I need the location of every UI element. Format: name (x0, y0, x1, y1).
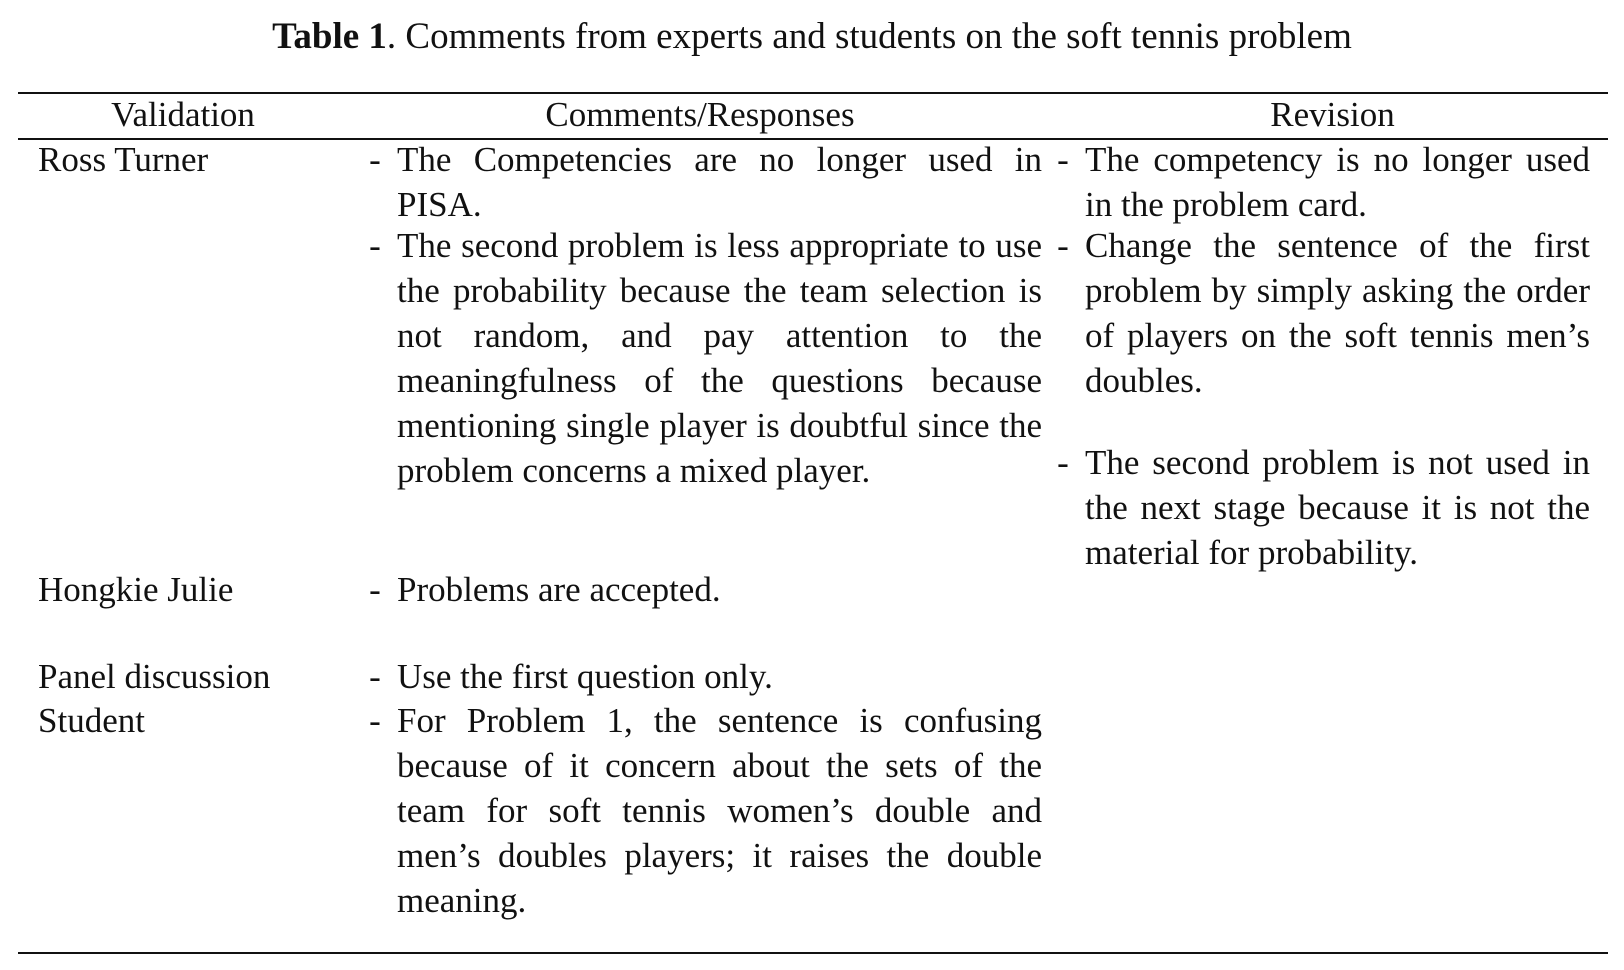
comment-text: The Competencies are no longer used in PISA. (397, 140, 1042, 224)
bullet-dash: - (369, 226, 381, 265)
comment-item (353, 223, 1042, 493)
validator-student: Student (38, 701, 145, 740)
revision-item (1057, 137, 1590, 227)
bullet-dash: - (1057, 226, 1069, 265)
comment-text: For Problem 1, the sentence is confusing because of it concern about the sets of the team for soft tennis women’s double and men’s doubles players; it raises the double meaning. (397, 701, 1042, 920)
table-bottom-rule (18, 952, 1608, 954)
revision-text: The second problem is not used in the next stage because it is not the material for probability. (1085, 443, 1590, 572)
revision-text: The competency is no longer used in the problem card. (1085, 140, 1590, 224)
bullet-dash: - (369, 140, 381, 179)
column-header-revision: Revision (1270, 95, 1395, 134)
comment-item (353, 137, 1042, 227)
revision-item (1057, 223, 1590, 403)
bullet-dash: - (1057, 443, 1069, 482)
revision-text: Change the sentence of the first problem by simply asking the order of players on the soft tennis men’s doubles. (1085, 226, 1590, 400)
comment-text: Problems are accepted. (397, 570, 721, 609)
column-header-comments: Comments/Responses (545, 95, 855, 134)
validator-ross-turner: Ross Turner (38, 140, 209, 179)
comment-item (353, 654, 1042, 699)
comment-text: The second problem is less appropriate to use the probability because the team selection is not random, and pay attention to the meaningfulness of the questions because mentioning single player is doubtful since the problem concerns a mixed player. (397, 226, 1042, 490)
validator-hongkie-julie: Hongkie Julie (38, 570, 234, 609)
revision-item (1057, 440, 1590, 575)
table-caption (0, 14, 1624, 60)
comment-item (353, 567, 1042, 612)
validator-panel-discussion: Panel discussion (38, 657, 271, 696)
comment-item (353, 698, 1042, 923)
bullet-dash: - (369, 701, 381, 740)
table-label: Table 1 (272, 16, 387, 57)
bullet-dash: - (369, 570, 381, 609)
bullet-dash: - (369, 657, 381, 696)
table-caption-text: . Comments from experts and students on the soft tennis problem (386, 16, 1352, 57)
column-header-validation: Validation (111, 95, 255, 134)
bullet-dash: - (1057, 140, 1069, 179)
comment-text: Use the first question only. (397, 657, 773, 696)
